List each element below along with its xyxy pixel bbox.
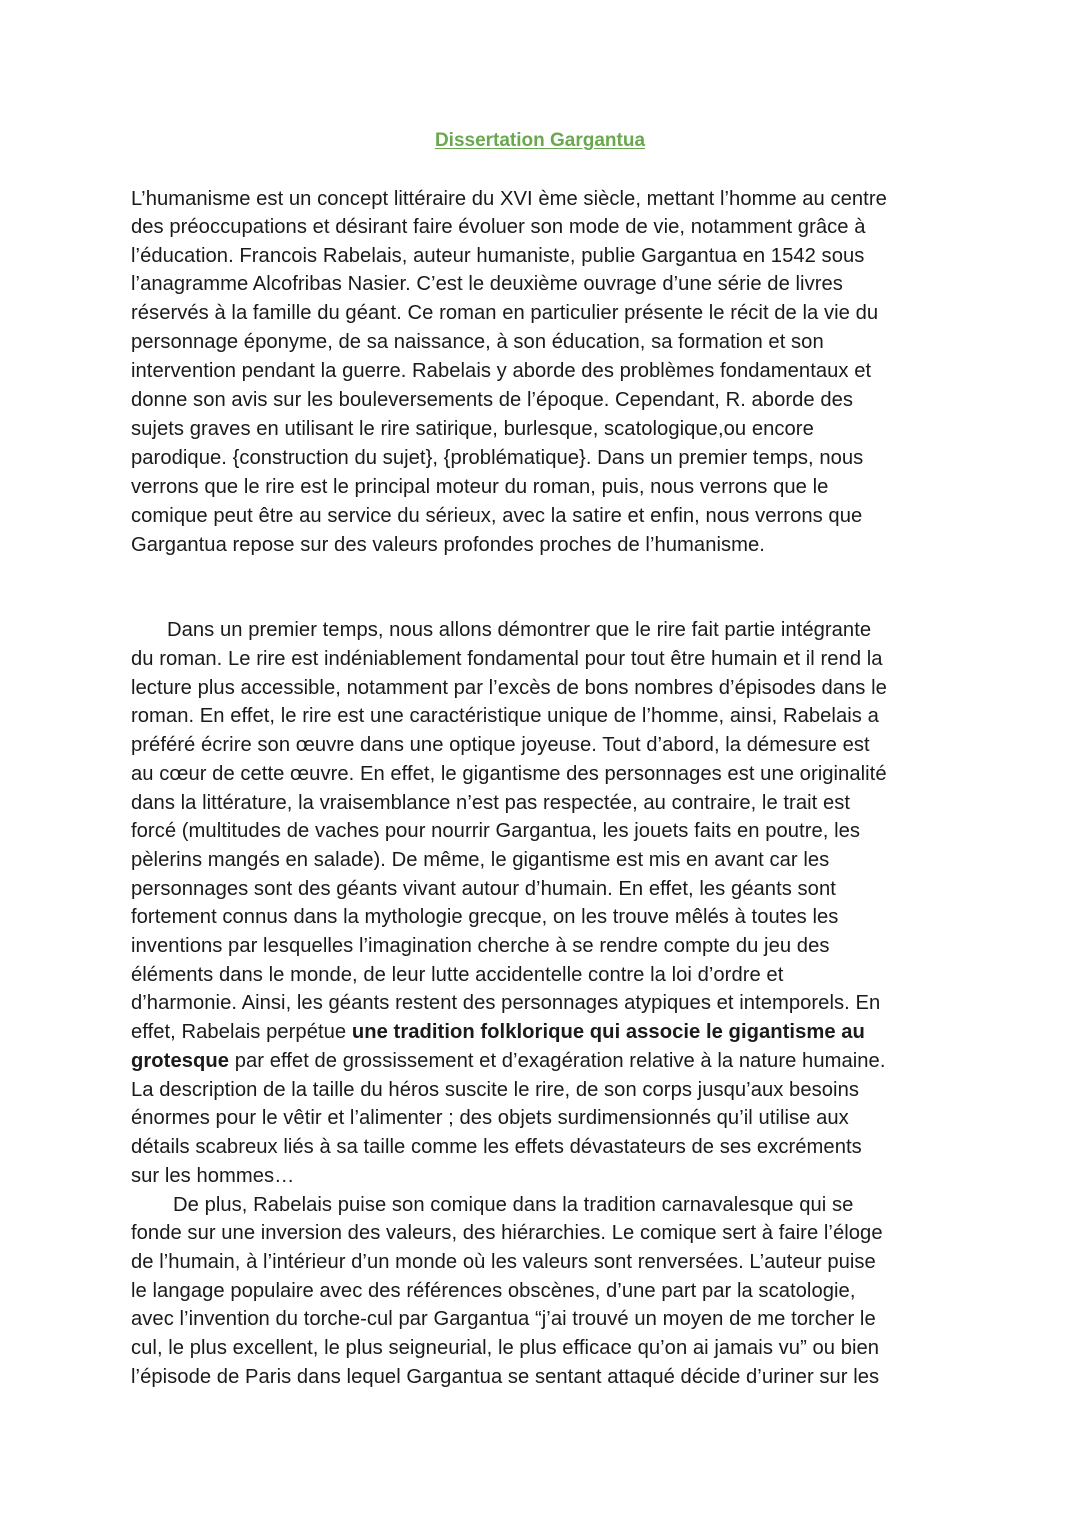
intro-line: des préoccupations et désirant faire évoluer son mode de vie, notamment grâce à <box>131 216 866 238</box>
part2-line: avec l’invention du torche-cul par Gargantua “j’ai trouvé un moyen de me torcher le <box>131 1308 876 1330</box>
part1-line: d’harmonie. Ainsi, les géants restent des personnages atypiques et intemporels. En <box>131 992 881 1014</box>
part1-line: inventions par lesquelles l’imagination cherche à se rendre compte du jeu des <box>131 935 830 957</box>
intro-line: Gargantua repose sur des valeurs profondes proches de l’humanisme. <box>131 534 765 556</box>
part2-line: le langage populaire avec des références obscènes, d’une part par la scatologie, <box>131 1280 856 1302</box>
part1-line: roman. En effet, le rire est une caractéristique unique de l’homme, ainsi, Rabelais a <box>131 705 879 727</box>
part1-line: détails scabreux liés à sa taille comme les effets dévastateurs de ses excréments <box>131 1136 862 1158</box>
intro-line: verrons que le rire est le principal moteur du roman, puis, nous verrons que le <box>131 476 829 498</box>
intro-line: réservés à la famille du géant. Ce roman en particulier présente le récit de la vie du <box>131 302 879 324</box>
part1-line: personnages sont des géants vivant autour d’humain. En effet, les géants sont <box>131 878 836 900</box>
part1-line: lecture plus accessible, notamment par l’excès de bons nombres d’épisodes dans le <box>131 677 887 699</box>
part1-line: La description de la taille du héros suscite le rire, de son corps jusqu’aux besoins <box>131 1079 859 1101</box>
part1-line: dans la littérature, la vraisemblance n’est pas respectée, au contraire, le trait est <box>131 792 851 814</box>
part2-line: cul, le plus excellent, le plus seigneurial, le plus efficace qu’on ai jamais vu” ou bien <box>131 1337 880 1359</box>
part1-line: préféré écrire son œuvre dans une optique joyeuse. Tout d’abord, la démesure est <box>131 734 870 756</box>
intro-line: parodique. {construction du sujet}, {problématique}. Dans un premier temps, nous <box>131 447 864 469</box>
plain-text: par effet de grossissement et d’exagération relative à la nature humaine. <box>229 1050 886 1072</box>
plain-text: effet, Rabelais perpétue <box>131 1021 352 1043</box>
intro-line: sujets graves en utilisant le rire satirique, burlesque, scatologique,ou encore <box>131 418 814 440</box>
part2-line: l’épisode de Paris dans lequel Gargantua se sentant attaqué décide d’uriner sur les <box>131 1366 880 1388</box>
part1-line: pèlerins mangés en salade). De même, le gigantisme est mis en avant car les <box>131 849 830 871</box>
part2-line: de l’humain, à l’intérieur d’un monde où les valeurs sont renversées. L’auteur puise <box>131 1251 876 1273</box>
part1-line: énormes pour le vêtir et l’alimenter ; des objets surdimensionnés qu’il utilise aux <box>131 1107 849 1129</box>
intro-line: L’humanisme est un concept littéraire du XVI ème siècle, mettant l’homme au centre <box>131 188 887 210</box>
document-title: Dissertation Gargantua <box>434 130 646 151</box>
part2-line: De plus, Rabelais puise son comique dans la tradition carnavalesque qui se <box>173 1194 854 1216</box>
bold-text: grotesque <box>131 1050 230 1072</box>
part1-line: éléments dans le monde, de leur lutte accidentelle contre la loi d’ordre et <box>131 964 784 986</box>
part1-bold-line <box>131 1047 886 1075</box>
intro-line: intervention pendant la guerre. Rabelais y aborde des problèmes fondamentaux et <box>131 360 872 382</box>
part1-line: du roman. Le rire est indéniablement fondamental pour tout être humain et il rend la <box>131 648 883 670</box>
intro-line: l’anagramme Alcofribas Nasier. C’est le deuxième ouvrage d’une série de livres <box>131 273 843 295</box>
part1-line: forcé (multitudes de vaches pour nourrir Gargantua, les jouets faits en poutre, les <box>131 820 861 842</box>
part1-line: au cœur de cette œuvre. En effet, le gigantisme des personnages est une originalité <box>131 763 887 785</box>
intro-line: donne son avis sur les bouleversements de l’époque. Cependant, R. aborde des <box>131 389 854 411</box>
part1-line: Dans un premier temps, nous allons démontrer que le rire fait partie intégrante <box>167 619 872 641</box>
intro-line: comique peut être au service du sérieux, avec la satire et enfin, nous verrons que <box>131 505 863 527</box>
part1-line: sur les hommes… <box>131 1165 295 1187</box>
part1-bold-line <box>131 1018 865 1046</box>
intro-line: personnage éponyme, de sa naissance, à son éducation, sa formation et son <box>131 331 824 353</box>
part2-line: fonde sur une inversion des valeurs, des hiérarchies. Le comique sert à faire l’éloge <box>131 1222 883 1244</box>
intro-line: l’éducation. Francois Rabelais, auteur humaniste, publie Gargantua en 1542 sous <box>131 245 865 267</box>
part1-line: fortement connus dans la mythologie grecque, on les trouve mêlés à toutes les <box>131 906 839 928</box>
bold-text: une tradition folklorique qui associe le gigantisme au <box>351 1021 865 1043</box>
